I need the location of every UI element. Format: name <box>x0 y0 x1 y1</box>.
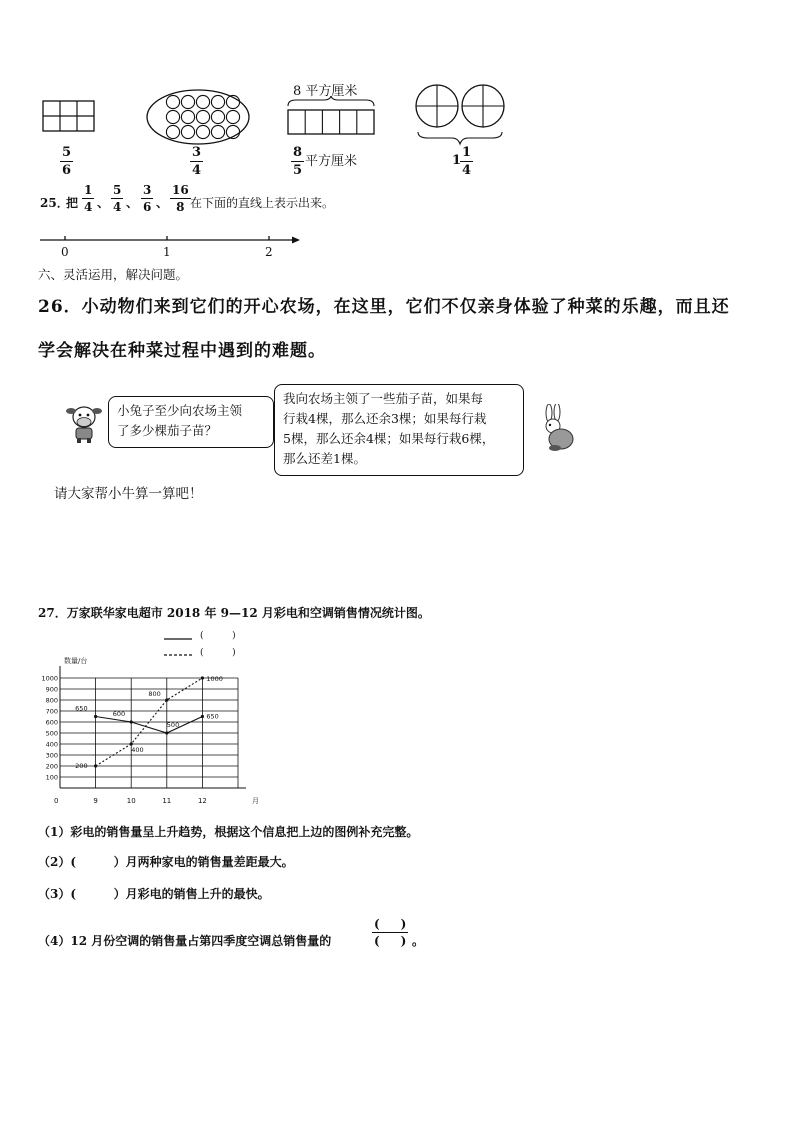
figure-two-circles <box>414 84 508 150</box>
chart-svg <box>38 652 268 810</box>
data-point <box>94 715 97 718</box>
q27-sub-2: （2）( ）月两种家电的销售量差距最大。 <box>38 855 294 869</box>
y-tick-label: 600 <box>45 718 58 727</box>
cow-illustration <box>64 402 104 448</box>
y-axis-label: 数量/台 <box>64 657 88 665</box>
fraction-one-fourth: 1 4 <box>462 145 472 178</box>
data-label: 600 <box>112 710 126 718</box>
data-label: 650 <box>206 712 219 721</box>
q25-sep-2: 、 <box>126 196 139 210</box>
mixed-whole: 1 <box>452 153 462 168</box>
fraction-eight-fifths: 8 5 <box>293 145 303 178</box>
x-tick-label: 11 <box>162 797 172 805</box>
answer-numerator-blank[interactable]: ( ) <box>374 917 407 931</box>
area-top-label: 8 平方厘米 <box>293 84 358 99</box>
q26-prompt: 请大家帮小牛算一算吧！ <box>54 486 203 502</box>
data-label: 200 <box>75 762 88 770</box>
data-label: 650 <box>75 704 88 713</box>
rabbit-speech-bubble <box>274 384 524 476</box>
oval-small-circle <box>226 110 239 123</box>
tick-label-1: 1 <box>163 245 171 259</box>
tick-label-2: 2 <box>265 245 273 259</box>
oval-small-circle <box>211 125 224 138</box>
rabbit-illustration <box>536 404 576 456</box>
strip-with-brace-shape <box>286 96 376 140</box>
cow-speech-bubble <box>108 396 274 448</box>
answer-denominator-blank[interactable]: ( ) <box>374 934 407 948</box>
oval-small-circle <box>181 95 194 108</box>
q25-fraction-4: 16 8 <box>172 183 189 214</box>
y-tick-label: 400 <box>45 740 58 749</box>
y-tick-label: 800 <box>45 696 58 705</box>
origin-label: 0 <box>54 797 59 805</box>
oval-small-circle <box>166 125 179 138</box>
data-label: 1000 <box>206 675 223 683</box>
data-label: 400 <box>131 746 144 754</box>
q25-tail: 在下面的直线上表示出来。 <box>190 196 335 210</box>
fraction-five-sixths: 5 6 <box>62 145 72 178</box>
oval-small-circle <box>196 125 209 138</box>
figure-rectangle-sixths <box>42 100 96 138</box>
rectangle-grid-shape <box>42 100 96 134</box>
cow-bubble-line-1: 小兔子至少向农场主领 <box>117 403 243 418</box>
tick-label-0: 0 <box>61 245 69 259</box>
q26-line-1: 26．小动物们来到它们的开心农场，在这里，它们不仅亲身体验了种菜的乐趣，而且还 <box>38 297 730 317</box>
x-tick-label: 9 <box>93 797 98 805</box>
oval-small-circle <box>181 110 194 123</box>
rabbit-bubble-line-4: 那么还差1棵。 <box>283 451 366 466</box>
data-point <box>94 764 97 767</box>
y-tick-label: 100 <box>45 773 58 782</box>
oval-small-circle <box>211 95 224 108</box>
data-point <box>165 698 168 701</box>
data-point <box>165 731 168 734</box>
y-tick-label: 700 <box>45 707 58 716</box>
y-tick-label: 300 <box>45 751 58 760</box>
oval-small-circle <box>181 125 194 138</box>
cow-icon <box>64 402 104 444</box>
q27-sub-1: （1）彩电的销售量呈上升趋势，根据这个信息把上边的图例补充完整。 <box>38 825 419 839</box>
q26-line-2: 学会解决在种菜过程中遇到的难题。 <box>38 341 326 361</box>
q27-answer-fraction[interactable] <box>372 918 408 947</box>
y-tick-label: 1000 <box>41 674 58 683</box>
data-point <box>201 676 204 679</box>
q25-number: 25． <box>40 196 69 210</box>
y-tick-label: 900 <box>45 685 58 694</box>
x-tick-label: 10 <box>126 797 136 805</box>
data-label: 500 <box>166 721 180 729</box>
oval-small-circle <box>196 95 209 108</box>
x-axis-label: 月 <box>252 797 259 805</box>
data-point <box>201 715 204 718</box>
legend-blank-solid[interactable]: ( ) <box>200 631 236 641</box>
legend-blank-dashed[interactable]: ( ) <box>200 648 236 658</box>
section-title: 六、灵活运用，解决问题。 <box>38 267 189 282</box>
data-point <box>130 720 133 723</box>
rabbit-bubble-line-2: 行栽4棵，那么还余3棵；如果每行栽 <box>283 411 487 426</box>
q27-sub-3: （3）( ）月彩电的销售上升的最快。 <box>38 887 270 901</box>
q25-fraction-2: 5 4 <box>113 183 122 214</box>
y-tick-label: 200 <box>45 762 58 771</box>
sales-line-chart <box>38 652 268 810</box>
rabbit-bubble-line-3: 5棵，那么还余4棵；如果每行栽6棵， <box>283 431 495 446</box>
rabbit-bubble-line-1: 我向农场主领了一些茄子苗，如果每 <box>283 391 484 406</box>
oval-small-circle <box>166 110 179 123</box>
figure-oval-circles <box>146 88 250 150</box>
quartered-circles-shape <box>414 84 508 146</box>
oval-with-circles-shape <box>146 88 250 146</box>
y-tick-label: 500 <box>45 729 58 738</box>
q25-fraction-1: 1 4 <box>84 183 93 214</box>
figure-strip-fifths <box>286 96 376 144</box>
data-label: 800 <box>148 690 161 698</box>
oval-small-circle <box>166 95 179 108</box>
oval-small-circle <box>196 110 209 123</box>
q25-sep-1: 、 <box>97 196 110 210</box>
q25-lead: 把 <box>66 196 79 210</box>
x-tick-label: 12 <box>197 797 207 805</box>
oval-small-circle <box>211 110 224 123</box>
q25-fraction-3: 3 6 <box>143 183 152 214</box>
area-unit-label: 平方厘米 <box>305 154 358 169</box>
q27-title: 27．万家联华家电超市 2018 年 9—12 月彩电和空调销售情况统计图。 <box>38 606 430 620</box>
q25-sep-3: 、 <box>156 196 169 210</box>
series-line-solid <box>96 717 203 734</box>
rabbit-icon <box>536 404 576 452</box>
fraction-three-fourths: 3 4 <box>192 145 202 178</box>
cow-bubble-line-2: 了多少棵茄子苗？ <box>117 423 218 438</box>
q27-sub-4: （4）12 月份空调的销售量占第四季度空调总销售量的 <box>38 934 332 948</box>
q27-sub-4-end: 。 <box>412 934 425 948</box>
